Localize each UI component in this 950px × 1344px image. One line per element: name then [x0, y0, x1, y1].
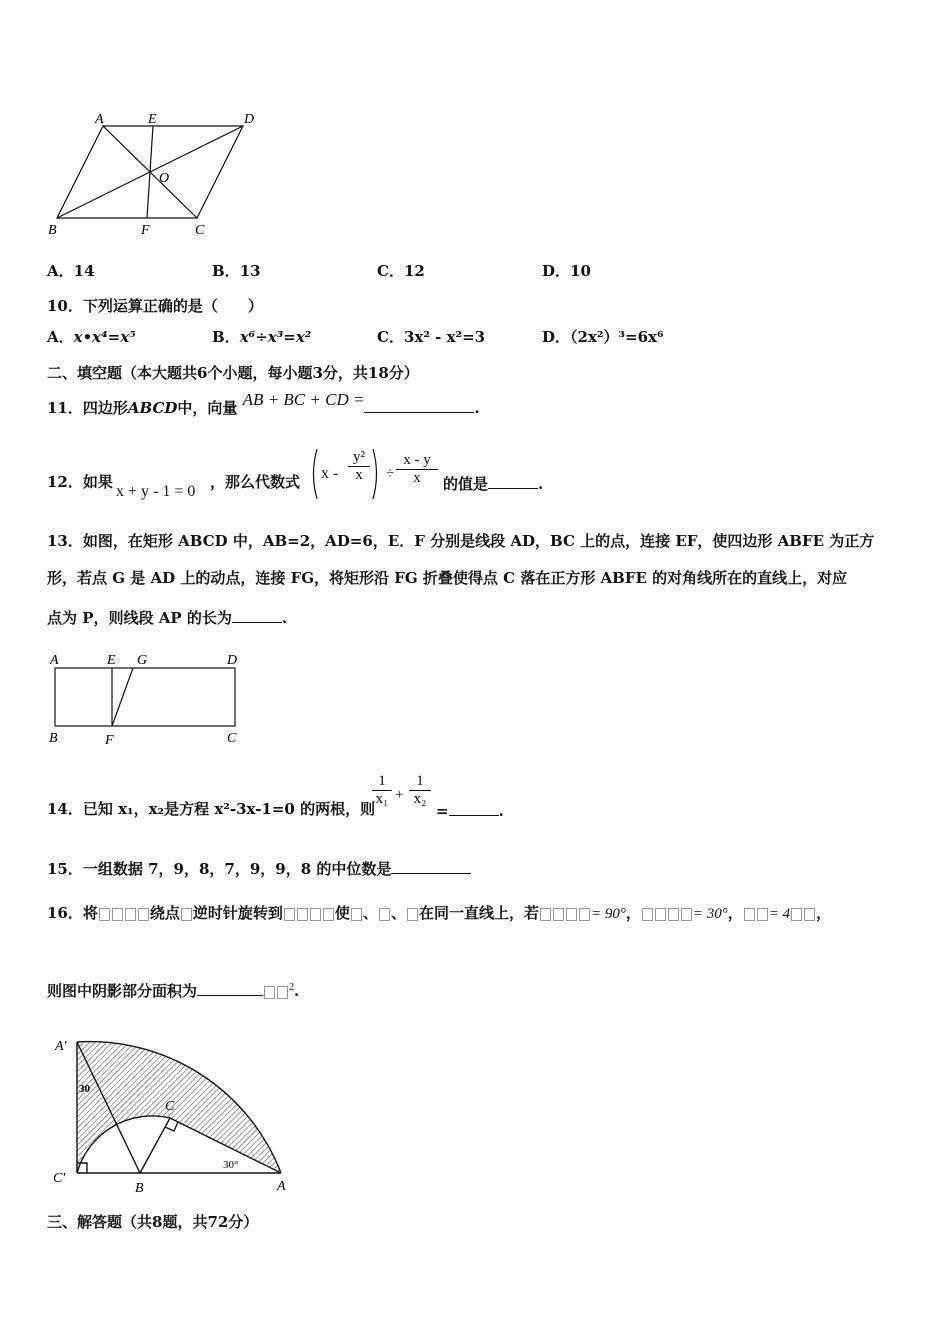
- q12-frac2: $\frac{x - y}{x}$: [396, 452, 438, 487]
- q15-answer-blank[interactable]: [391, 857, 471, 874]
- q9-option-d[interactable]: D．10: [542, 262, 591, 280]
- q12-suffix: 的值是 .: [443, 472, 543, 494]
- label-b: B: [49, 731, 58, 746]
- label-e: E: [148, 112, 157, 127]
- q12-prefix: 12．如果: [47, 473, 113, 491]
- q14-frac1: $\frac{1}{\text{x₁}}$: [372, 773, 392, 808]
- label-a: A: [277, 1179, 286, 1194]
- q14-answer-blank[interactable]: [449, 799, 499, 816]
- label-b: B: [48, 223, 57, 238]
- q12-answer-blank[interactable]: [488, 472, 538, 489]
- label-d: D: [244, 112, 255, 127]
- q16-line-2: 则图中阴影部分面积为 $^2$.: [47, 978, 299, 1001]
- label-f: F: [141, 223, 150, 238]
- label-a-prime: A′: [55, 1039, 67, 1054]
- label-o: O: [159, 171, 170, 186]
- label-c: C: [195, 223, 205, 238]
- q14-suffix: = .: [436, 799, 504, 821]
- label-g: G: [137, 653, 148, 668]
- label-a: A: [50, 653, 59, 668]
- q16-line-1: 16．将 绕点 逆时针旋转到 使 、 、 在同一直线上，若 = 90°， = 30°， = 4 ，: [47, 904, 832, 922]
- q12-div: ÷: [386, 466, 395, 482]
- q12-frac1: $\frac{\text{y²}}{x}$: [348, 449, 370, 484]
- label-c: C: [227, 731, 237, 746]
- label-f: F: [105, 733, 114, 748]
- label-b: B: [135, 1181, 144, 1196]
- q12-right-paren: [370, 447, 382, 501]
- section-2-header: 二、填空题（本大题共6个小题，每小题3分，共18分）: [47, 364, 419, 382]
- q10-option-c[interactable]: C．3x² - x²=3: [377, 328, 486, 346]
- rectangle-figure: [45, 648, 245, 748]
- q13-line-2: 形，若点 G 是 AD 上的动点，连接 FG，将矩形沿 FG 折叠使得点 C 落在正方形 ABFE 的对角线所在的直线上，对应: [47, 569, 848, 587]
- angle-label-30-deg: 30°: [223, 1159, 239, 1171]
- q14-prefix: 14．已知 x₁，x₂是方程 x²-3x-1=0 的两根，则: [47, 800, 376, 818]
- q13-line-3: 点为 P，则线段 AP 的长为 .: [47, 606, 287, 628]
- q10-option-b[interactable]: B．x⁶÷x³=x²: [212, 328, 312, 346]
- rotation-figure: [45, 1030, 305, 1200]
- q13-answer-blank[interactable]: [232, 606, 282, 623]
- q12-condition: x + y - 1 = 0: [116, 483, 196, 500]
- parallelogram-figure: [45, 110, 275, 240]
- label-c-prime: C′: [53, 1171, 66, 1186]
- q12-expr-x: x -: [321, 465, 339, 482]
- angle-label-30: 30: [79, 1083, 90, 1095]
- q16-answer-blank[interactable]: [197, 979, 263, 996]
- q9-option-a[interactable]: A．14: [47, 262, 95, 280]
- q15: 15．一组数据 7，9，8，7，9，9，8 的中位数是: [47, 857, 471, 879]
- label-c: C: [165, 1099, 175, 1114]
- q13-line-1: 13．如图，在矩形 ABCD 中，AB=2，AD=6，E．F 分别是线段 AD，BC 上的点，连接 EF，使四边形 ABFE 为正方: [47, 532, 875, 550]
- q9-option-c[interactable]: C．12: [377, 262, 425, 280]
- q10-option-d[interactable]: D．（2x²）³=6x⁶: [542, 328, 664, 346]
- q9-option-b[interactable]: B．13: [212, 262, 261, 280]
- q11-answer-blank[interactable]: [364, 396, 474, 413]
- q10-stem: 10．下列运算正确的是（ ）: [47, 297, 263, 315]
- label-e: E: [107, 653, 116, 668]
- section-3-header: 三、解答题（共8题，共72分）: [47, 1213, 259, 1231]
- q10-option-a[interactable]: A．x•x⁴=x⁵: [47, 328, 136, 346]
- q11-formula: AB + BC + CD =: [242, 390, 365, 409]
- q14-frac2: $\frac{1}{\text{x₂}}$: [409, 773, 431, 808]
- q12-left-paren: [308, 447, 320, 501]
- q14-plus: +: [395, 787, 404, 803]
- label-a: A: [95, 112, 104, 127]
- q12-middle: ，那么代数式: [210, 473, 301, 491]
- label-d: D: [227, 653, 238, 668]
- q11: 11．四边形ABCD中，向量 AB + BC + CD = .: [47, 390, 480, 417]
